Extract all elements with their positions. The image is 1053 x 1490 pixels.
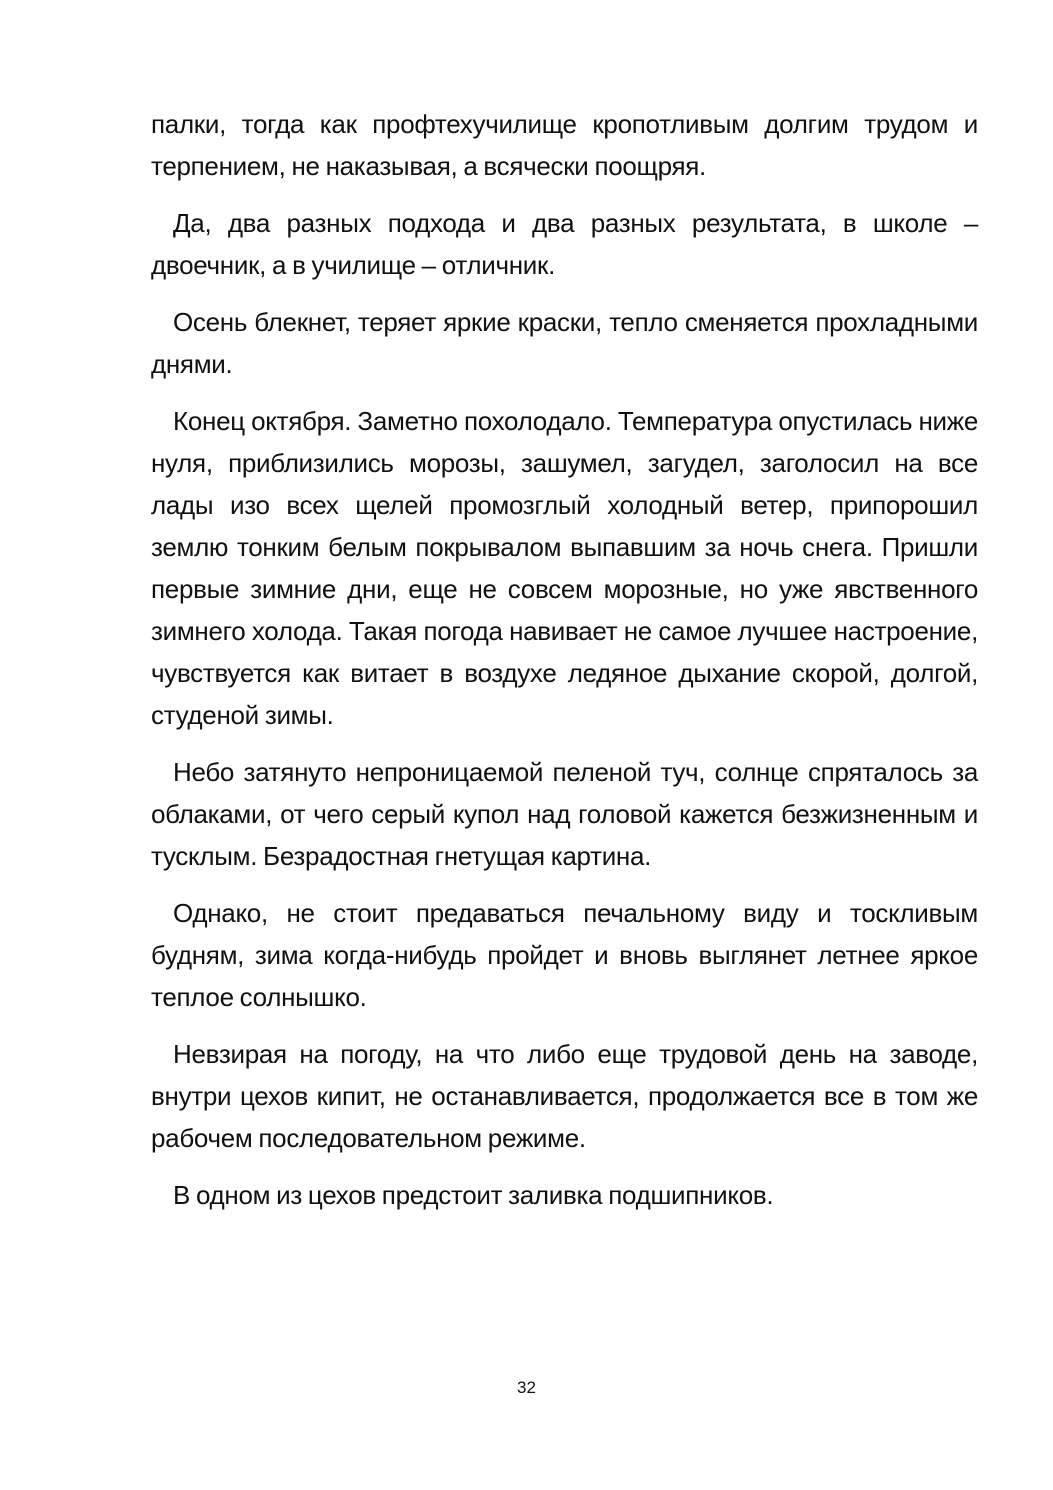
paragraph-continuation: палки, тогда как профтехучилище кропотливым долгим трудом и терпением, не наказывая, а всячески поощряя.	[151, 109, 978, 181]
page-body	[151, 103, 978, 1231]
paragraph: Да, два разных подхода и два разных результата, в школе – двоечник, а в училище – отличник.	[151, 208, 978, 280]
paragraph: Небо затянуто непроницаемой пеленой туч, солнце спряталось за облаками, от чего серый купол над головой кажется безжизненным и тусклым. Безрадостная гнетущая картина.	[151, 757, 978, 871]
paragraph: Однако, не стоит предаваться печальному виду и тоскливым будням, зима когда-нибудь пройдет и вновь выглянет летнее яркое теплое солнышко.	[151, 898, 978, 1012]
paragraph: Невзирая на погоду, на что либо еще трудовой день на заводе, внутри цехов кипит, не останавливается, продолжается все в том же рабочем последовательном режиме.	[151, 1039, 978, 1153]
page-number: 32	[517, 1378, 536, 1397]
paragraph: Осень блекнет, теряет яркие краски, тепло сменяется прохладными днями.	[151, 307, 978, 379]
paragraph: Конец октября. Заметно похолодало. Температура опустилась ниже нуля, приблизились морозы, зашумел, загудел, заголосил на все лады изо всех щелей промозглый холодный ветер, припорошил землю тонким белым покрывалом выпавшим за ночь снега. Пришли первые зимние дни, еще не совсем морозные, но уже явственного зимнего холода. Такая погода навивает не самое лучшее настроение, чувствуется как витает в воздухе ледяное дыхание скорой, долгой, студеной зимы.	[151, 406, 978, 730]
paragraph: В одном из цехов предстоит заливка подшипников.	[173, 1180, 774, 1210]
